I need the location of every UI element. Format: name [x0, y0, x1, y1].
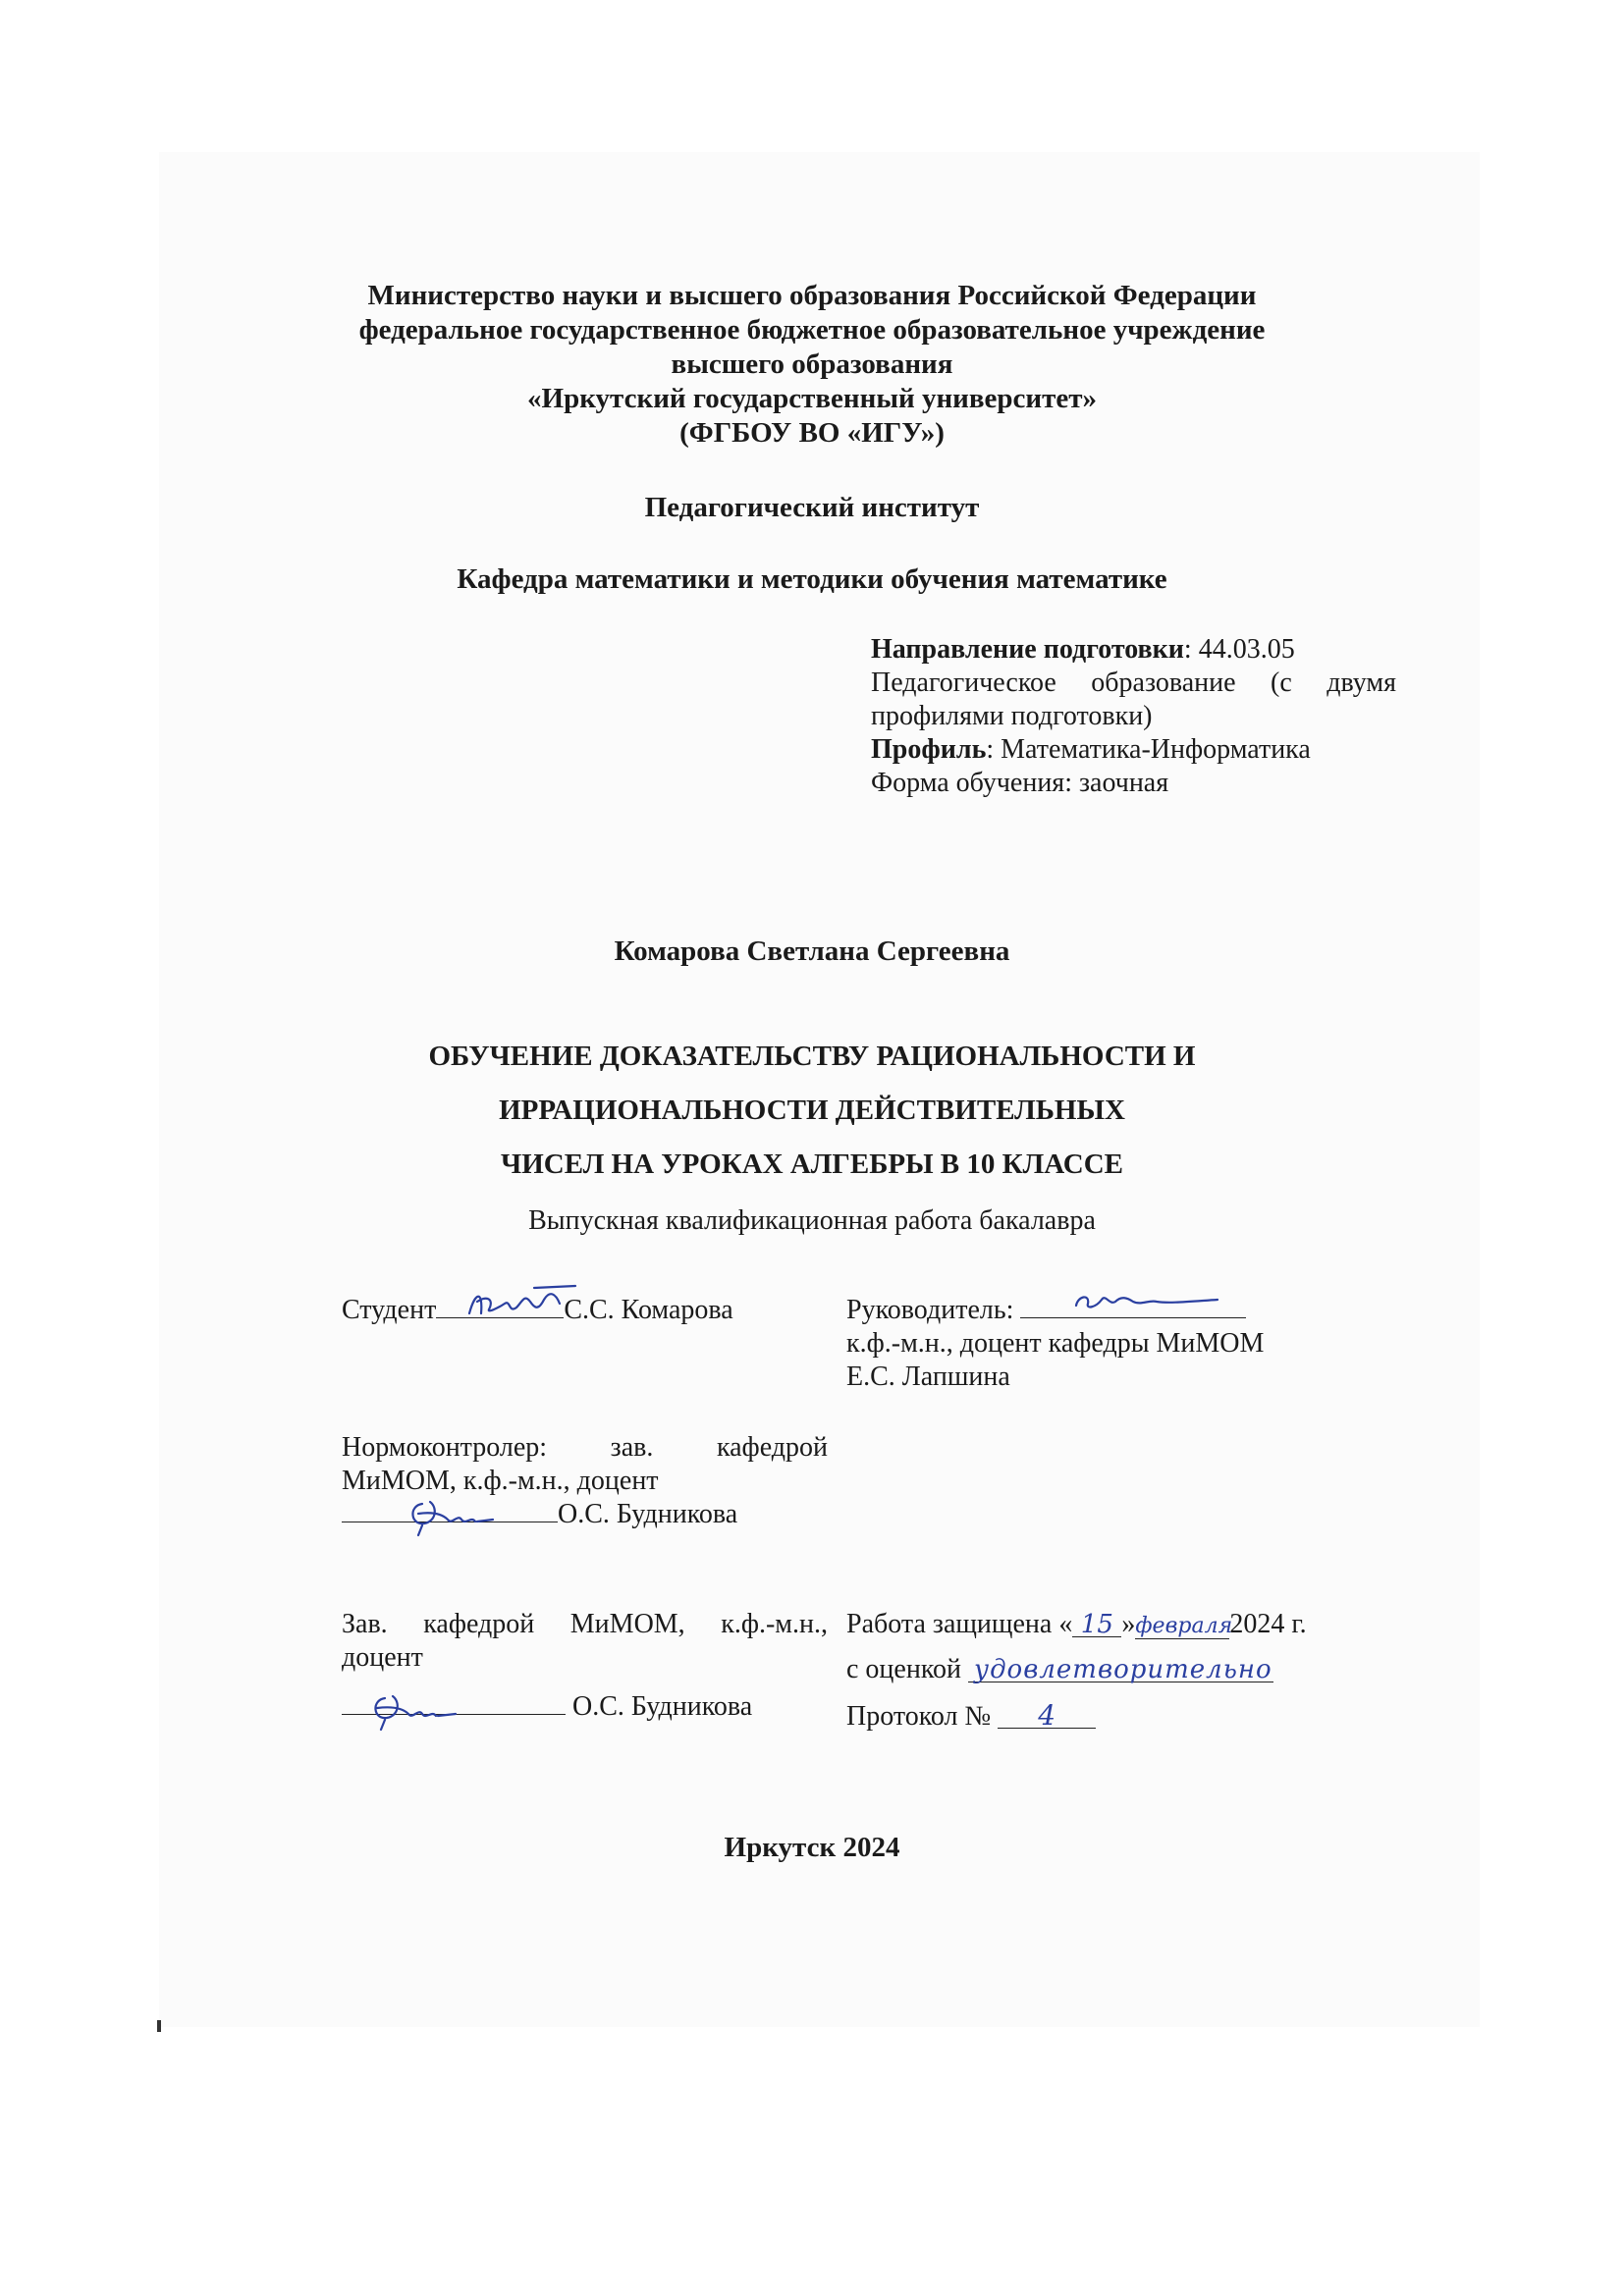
head-signature: [363, 1686, 471, 1732]
thesis-title-line-1: ОБУЧЕНИЕ ДОКАЗАТЕЛЬСТВУ РАЦИОНАЛЬНОСТИ И: [428, 1041, 1196, 1072]
protocol-number: 4: [998, 1706, 1096, 1729]
defense-quote-close: »: [1121, 1609, 1136, 1639]
department-name: Кафедра математики и методики обучения математике: [457, 563, 1167, 595]
education-level-line: высшего образования: [671, 348, 953, 380]
protocol-line: [846, 1700, 1416, 1734]
institute-name: Педагогический институт: [644, 492, 980, 523]
direction-line: [871, 633, 1396, 667]
thesis-title-line-3: ЧИСЕЛ НА УРОКАХ АЛГЕБРЫ В 10 КЛАССЕ: [500, 1148, 1124, 1180]
profile-line: [871, 733, 1396, 767]
profile-value: : Математика-Информатика: [986, 734, 1311, 765]
head-name: О.С. Будникова: [572, 1691, 753, 1722]
direction-name-line: Педагогическое образование (с двумя: [871, 667, 1396, 698]
institution-type-line: федеральное государственное бюджетное образовательное учреждение: [358, 314, 1266, 346]
supervisor-label: Руководитель:: [846, 1295, 1014, 1325]
head-position: доцент: [342, 1642, 423, 1673]
defense-month: февраля: [1135, 1614, 1233, 1638]
profile-label: Профиль: [871, 734, 987, 765]
normcontrol-position: МиМОМ, к.ф.-м.н., доцент: [342, 1466, 659, 1496]
supervisor-name: Е.С. Лапшина: [846, 1362, 1010, 1392]
scan-edge-mark: [157, 2020, 161, 2032]
direction-block: [871, 633, 1396, 800]
direction-label: Направление подготовки: [871, 634, 1184, 665]
student-label: Студент: [342, 1295, 437, 1325]
author-name: Комарова Светлана Сергеевна: [614, 935, 1010, 967]
defense-date-line: [846, 1608, 1416, 1641]
grade-label: с оценкой: [846, 1654, 961, 1684]
university-name: «Иркутский государственный университет»: [527, 383, 1097, 414]
supervisor-signature: [1070, 1286, 1227, 1315]
defense-block: [846, 1608, 1416, 1734]
defense-day: 15: [1072, 1615, 1121, 1637]
ministry-line: Министерство науки и высшего образования Российской Федерации: [367, 280, 1257, 311]
protocol-label: Протокол №: [846, 1701, 992, 1732]
normcontrol-signature: [403, 1492, 511, 1537]
normcontrol-name: О.С. Будникова: [558, 1499, 738, 1529]
head-title: Зав. кафедрой МиМОМ, к.ф.-м.н.,: [342, 1609, 828, 1639]
direction-code: : 44.03.05: [1183, 634, 1295, 665]
direction-name-line-2: профилями подготовки): [871, 701, 1153, 731]
university-abbreviation: (ФГБОУ ВО «ИГУ»): [679, 417, 945, 449]
defense-prefix: Работа защищена «: [846, 1609, 1073, 1639]
student-name: С.С. Комарова: [564, 1295, 733, 1325]
grade-value: удовлетворительно: [968, 1660, 1273, 1682]
grade-line: [846, 1653, 1416, 1686]
supervisor-position: к.ф.-м.н., доцент кафедры МиМОМ: [846, 1328, 1265, 1359]
student-signature: [465, 1284, 593, 1323]
thesis-title-line-2: ИРРАЦИОНАЛЬНОСТИ ДЕЙСТВИТЕЛЬНЫХ: [499, 1095, 1125, 1126]
defense-year: 2024 г.: [1229, 1609, 1307, 1639]
study-form: Форма обучения: заочная: [871, 768, 1169, 798]
work-type: Выпускная квалификационная работа бакалавра: [528, 1205, 1096, 1236]
city-year: Иркутск 2024: [724, 1832, 900, 1863]
normcontrol-title: Нормоконтролер: зав. кафедрой: [342, 1432, 828, 1463]
